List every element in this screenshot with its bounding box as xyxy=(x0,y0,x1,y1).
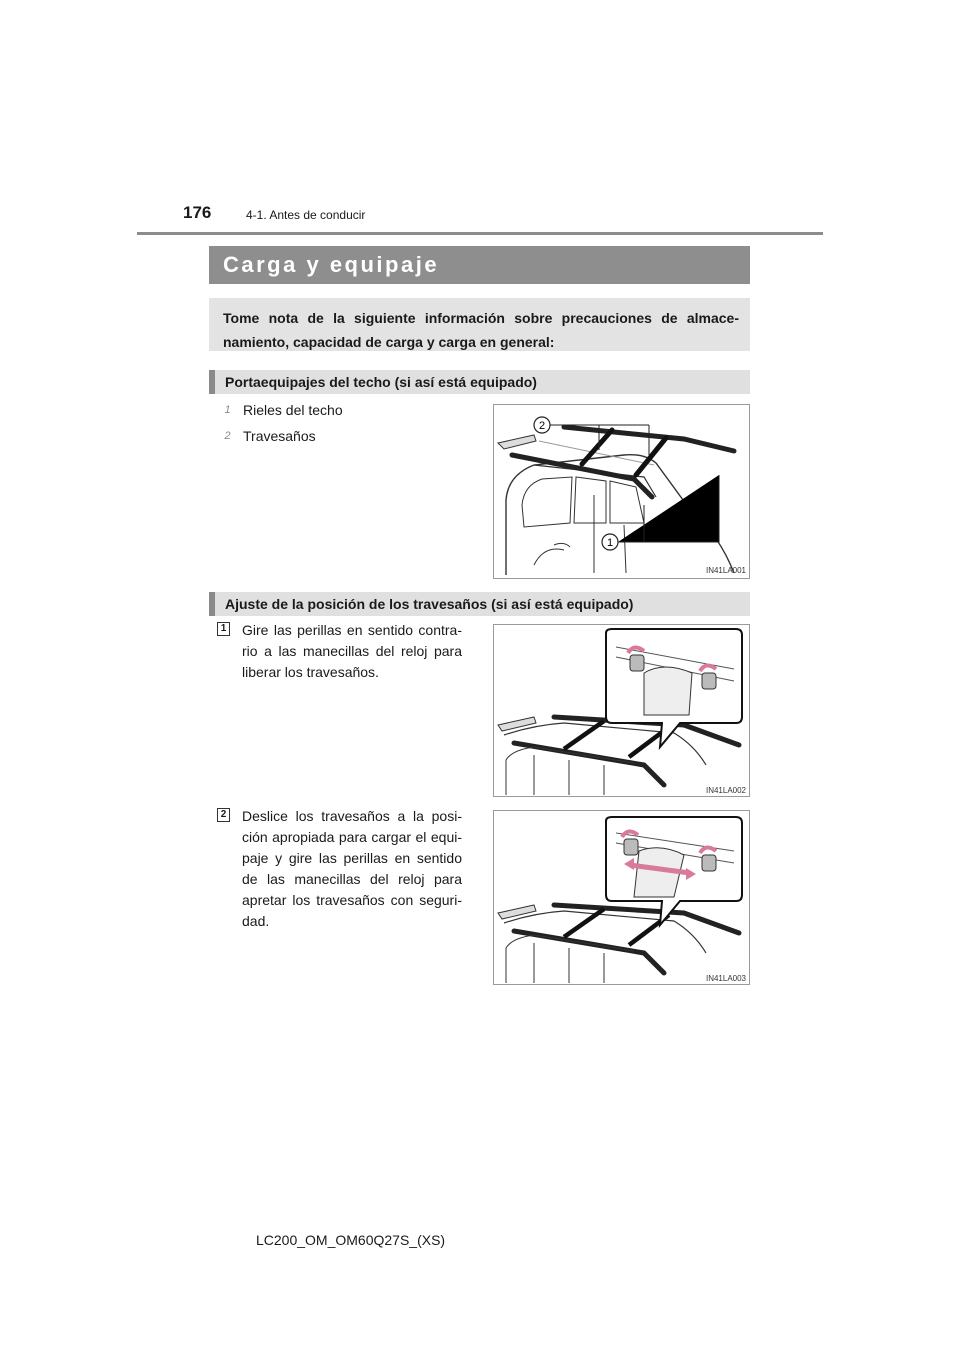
title-bar xyxy=(209,246,750,284)
figure-roof-rack xyxy=(493,404,750,579)
section-header-crossbar-adjust xyxy=(209,592,750,616)
running-head: 4-1. Antes de conducir xyxy=(246,208,366,222)
crossbar-loosen-illustration xyxy=(494,625,749,796)
item-label-crossbars: Travesaños xyxy=(243,428,316,444)
step-text: Deslice los travesaños a la posi-ción apropiada para cargar el equi-paje y gire las perillas en sentido de las manecillas del reloj para apretar los travesaños con seguri-dad. xyxy=(242,808,462,929)
page-number: 176 xyxy=(183,203,212,222)
section-header-roof-rack xyxy=(209,370,750,394)
section-accent xyxy=(209,370,215,394)
footer-code: LC200_OM_OM60Q27S_(XS) xyxy=(256,1232,446,1248)
callout-number: 2 xyxy=(538,420,546,432)
item-label-roof-rails: Rieles del techo xyxy=(243,402,343,418)
figure-code: IN41LA002 xyxy=(705,786,746,795)
item-number: 1 xyxy=(224,404,231,416)
step-number: 1 xyxy=(217,622,230,636)
figure-code: IN41LA003 xyxy=(705,974,746,983)
section-heading: Ajuste de la posición de los travesaños (si así está equipado) xyxy=(225,596,634,612)
section-accent xyxy=(209,592,215,616)
step-text: Gire las perillas en sentido contra-rio a las manecillas del reloj para liberar los travesaños. xyxy=(242,622,462,680)
figure-code: IN41LA001 xyxy=(705,566,746,575)
car-roof-rack-illustration xyxy=(494,405,749,578)
step-number: 2 xyxy=(217,808,230,822)
intro-text: Tome nota de la siguiente información sobre precauciones de almace-namiento, capacidad de carga y carga en general: xyxy=(223,310,739,350)
header-rule xyxy=(137,232,823,235)
section-heading: Portaequipajes del techo (si así está equipado) xyxy=(225,374,537,390)
page-title: Carga y equipaje xyxy=(223,252,440,277)
crossbar-slide-illustration xyxy=(494,811,749,984)
item-number: 2 xyxy=(224,430,231,442)
callout-number: 1 xyxy=(606,537,614,549)
figure-slide-crossbars xyxy=(493,810,750,985)
intro-box xyxy=(209,298,750,351)
figure-loosen-knobs xyxy=(493,624,750,797)
